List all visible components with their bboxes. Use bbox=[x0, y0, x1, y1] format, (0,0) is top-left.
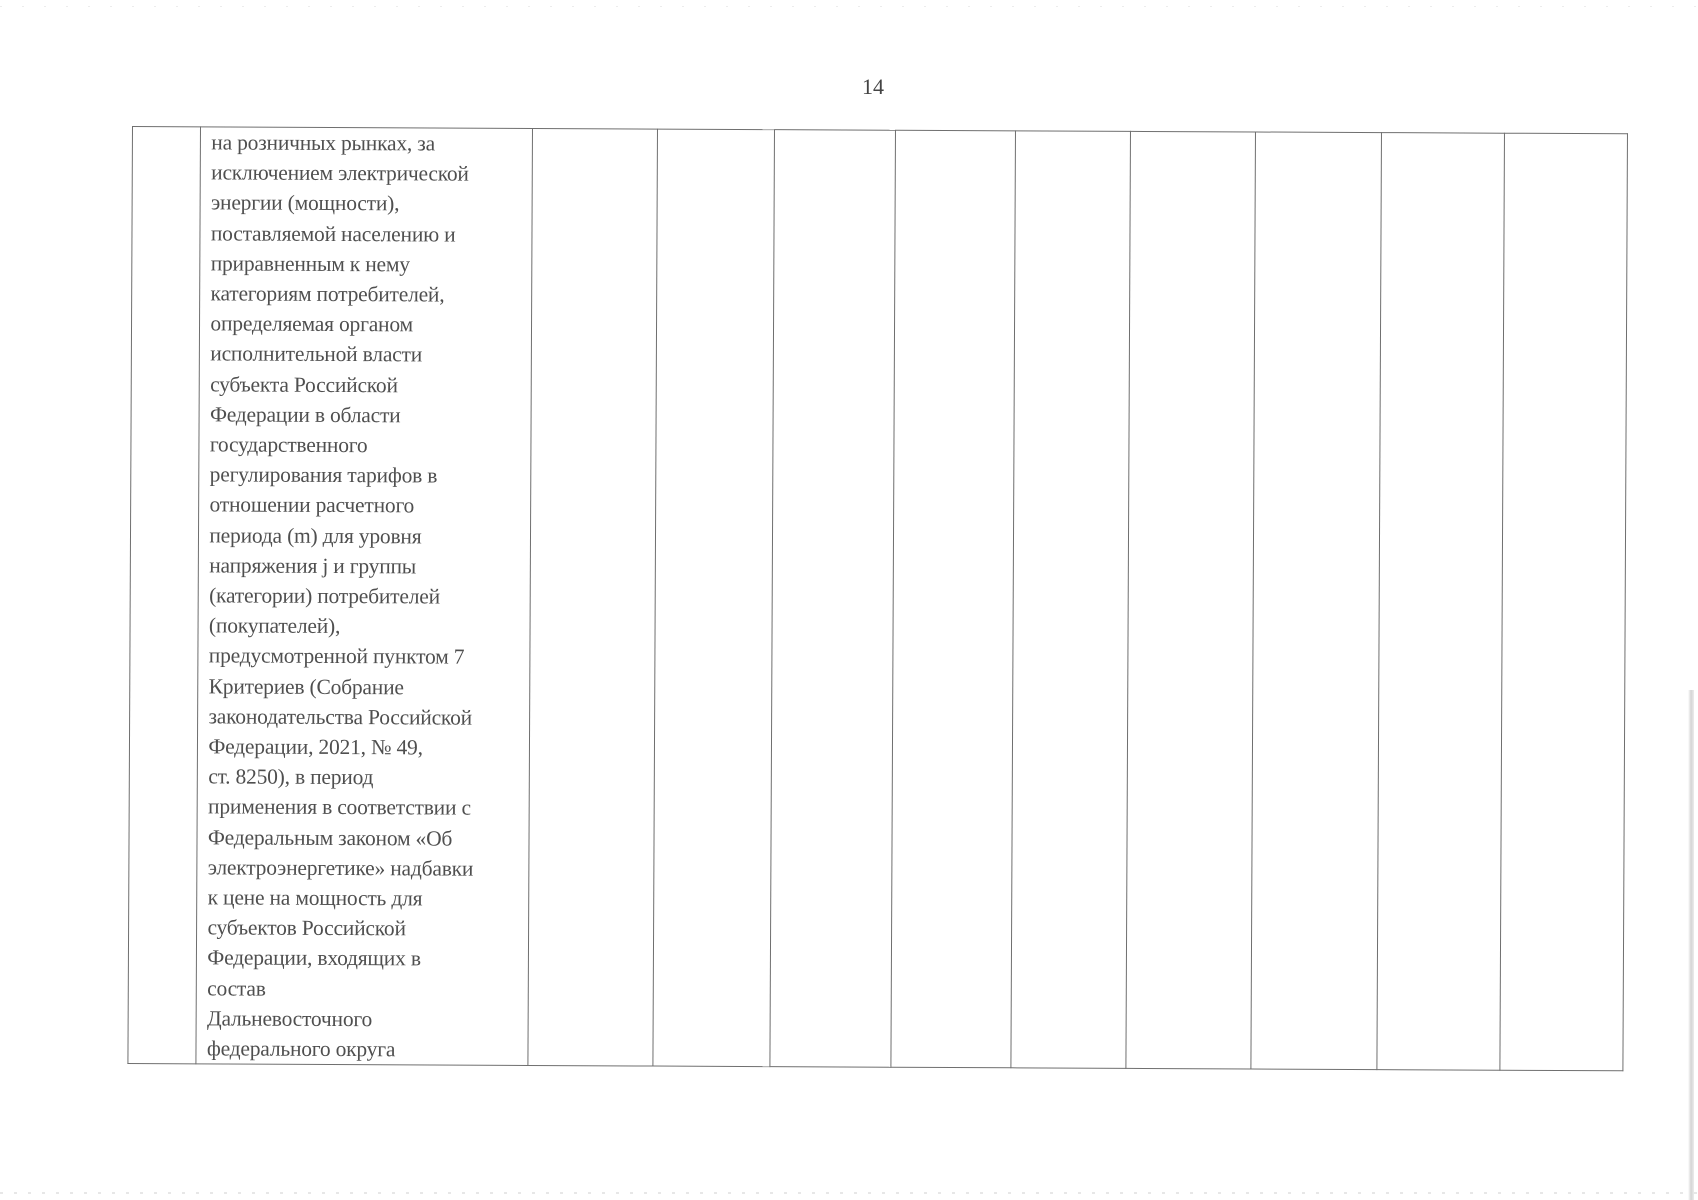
description-line: электроэнергетике» надбавки bbox=[207, 855, 474, 881]
scan-artifact-edge bbox=[1688, 690, 1694, 1200]
description-line: ст. 8250), в период bbox=[208, 764, 374, 790]
table-cell-empty bbox=[1126, 131, 1255, 1069]
description-line: исключением электрической bbox=[211, 160, 469, 186]
description-line: исполнительной власти bbox=[210, 341, 423, 367]
table-cell-empty bbox=[890, 130, 1015, 1068]
description-line: (категории) потребителей bbox=[209, 583, 440, 609]
description-line: регулирования тарифов в bbox=[209, 462, 438, 488]
page-number: 14 bbox=[862, 74, 884, 99]
description-line: к цене на мощность для bbox=[207, 885, 423, 911]
description-line: Федерации в области bbox=[209, 402, 401, 428]
description-line: периода (m) для уровня bbox=[209, 523, 422, 549]
description-line: Федерации, 2021, № 49, bbox=[208, 734, 423, 760]
description-line: законодательства Российской bbox=[208, 704, 473, 730]
table-row bbox=[128, 127, 1628, 1072]
description-line: категориям потребителей, bbox=[210, 281, 445, 307]
description-line: применения в соответствии с bbox=[208, 794, 471, 821]
description-line: государственного bbox=[209, 432, 368, 458]
table-cell-empty bbox=[653, 129, 774, 1067]
description-line: предусмотренной пунктом 7 bbox=[208, 643, 465, 670]
table-cell-empty bbox=[1377, 133, 1504, 1071]
description-text bbox=[207, 127, 527, 1065]
data-table bbox=[127, 126, 1628, 1072]
table-cell-empty bbox=[1011, 131, 1130, 1069]
description-line: на розничных рынках, за bbox=[211, 130, 436, 156]
description-line: поставляемой населению и bbox=[210, 220, 456, 247]
scan-artifact-bottom bbox=[0, 1192, 1698, 1194]
table-cell-description bbox=[196, 127, 533, 1066]
description-line: Критериев (Собрание bbox=[208, 674, 404, 699]
description-line: федерального округа bbox=[206, 1036, 396, 1062]
description-line: приравненным к нему bbox=[210, 251, 410, 277]
description-line: состав bbox=[207, 976, 266, 1001]
description-line: Дальневосточного bbox=[206, 1006, 373, 1032]
table-cell-empty bbox=[1500, 133, 1627, 1071]
table-cell-number bbox=[128, 127, 201, 1065]
description-line: отношении расчетного bbox=[209, 492, 415, 518]
description-line: (покупателей), bbox=[208, 613, 341, 639]
description-line: субъекта Российской bbox=[210, 372, 398, 397]
description-line: Федерации, входящих в bbox=[207, 945, 421, 971]
description-line: энергии (мощности), bbox=[210, 190, 400, 216]
table-cell-empty bbox=[1251, 132, 1382, 1070]
description-line: определяемая органом bbox=[210, 311, 413, 337]
description-line: субъектов Российской bbox=[207, 915, 406, 941]
table-cell-empty bbox=[528, 128, 657, 1066]
table-cell-empty bbox=[770, 130, 895, 1068]
description-line: Федеральным законом «Об bbox=[207, 825, 453, 851]
description-line: напряжения j и группы bbox=[209, 553, 417, 579]
scan-artifact-top bbox=[0, 6, 1698, 7]
